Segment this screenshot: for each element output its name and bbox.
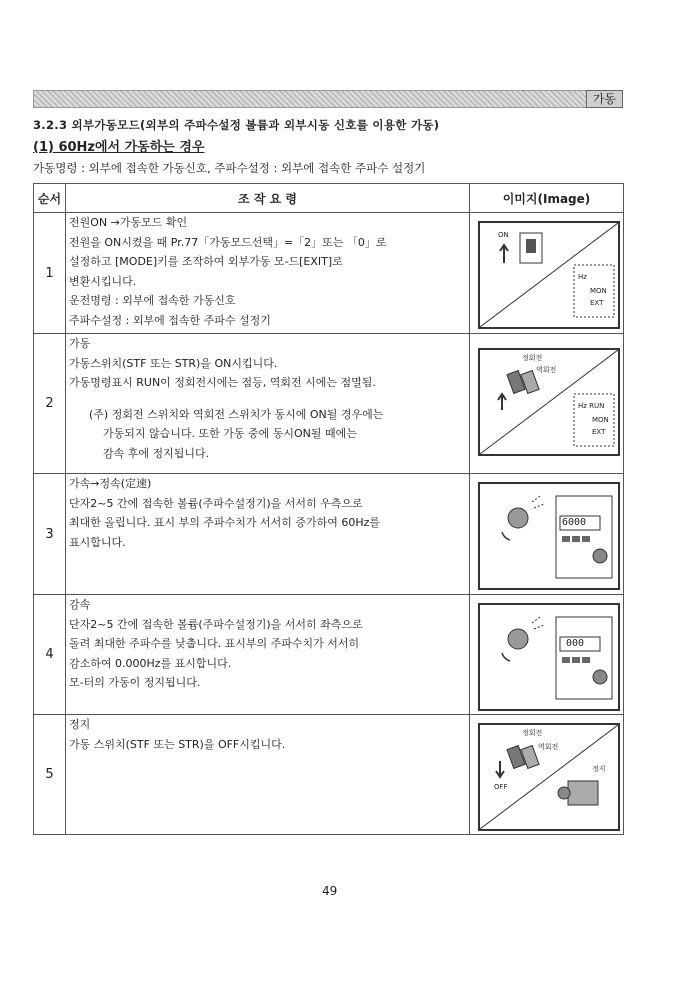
display-readout: 000 [566, 638, 585, 649]
step-line: 단자2~5 간에 접속한 볼륨(주파수설정기)을 서서히 우측으로 [69, 496, 363, 510]
step-line: 변환시킵니다. [69, 274, 137, 288]
step-number: 3 [34, 474, 66, 595]
chapter-tab: 가동 [586, 90, 623, 108]
table-header-row [34, 184, 624, 213]
step-note: 감속 후에 정지됩니다. [103, 446, 210, 460]
decelerate-drawing [480, 605, 618, 709]
reverse-label: 역회전 [538, 743, 559, 751]
step-line: 가동명령표시 RUN이 정회전시에는 점등, 역회전 시에는 점멸됨. [69, 376, 376, 389]
header-image: 이미지(Image) [470, 184, 624, 213]
stop-illustration [478, 723, 620, 831]
step-note: (주) 정회전 스위치와 역회전 스위치가 동시에 ON될 경우에는 [89, 407, 384, 421]
step-image-cell [470, 474, 624, 595]
page-number: 49 [322, 884, 338, 898]
sub-title: (1) 60Hz에서 가동하는 경우 [33, 140, 205, 155]
mon-label: MON [592, 416, 609, 424]
step-image-cell [470, 715, 624, 835]
step-description [66, 474, 470, 595]
table-row [34, 213, 624, 334]
decelerate-illustration [478, 603, 620, 711]
section-title: 3.2.3 외부가동모드(외부의 주파수설정 볼륨과 외부시동 신호를 이용한 가동) [33, 118, 440, 132]
step-description [66, 595, 470, 715]
step-number: 1 [34, 213, 66, 334]
stop-drawing [480, 725, 618, 829]
intro-text: 가동명령 : 외부에 접속한 가동신호, 주파수설정 : 외부에 접속한 주파수 설정기 [33, 161, 426, 175]
stop-label: 정지 [592, 765, 606, 773]
ext-label: EXT [592, 428, 606, 436]
accelerate-illustration [478, 482, 620, 590]
step-line: 최대한 올립니다. 표시 부의 주파수치가 서서히 증가하여 60Hz를 [69, 516, 381, 529]
step-number: 2 [34, 334, 66, 474]
step-line: 정지 [69, 718, 91, 731]
accelerate-drawing [480, 484, 618, 588]
table-row [34, 715, 624, 835]
ext-label: EXT [590, 299, 604, 307]
forward-label: 정회전 [522, 729, 543, 737]
step-image-cell [470, 334, 624, 474]
mon-label: MON [590, 287, 607, 295]
step-line: 주파수설정 : 외부에 접속한 주파수 설정기 [69, 313, 271, 327]
step-line: 감속 [69, 598, 91, 611]
step-line: 운전명령 : 외부에 접속한 가동신호 [69, 294, 236, 307]
step-line: 감소하여 0.000Hz를 표시합니다. [69, 656, 232, 670]
step-line: 표시합니다. [69, 535, 126, 549]
start-switch-illustration [478, 348, 620, 456]
step-line: 전원을 ON시켰을 때 Pr.77「가동모드선택」=「2」또는 「0」로 [69, 235, 387, 249]
power-on-illustration [478, 221, 620, 329]
forward-label: 정회전 [522, 354, 543, 362]
table-row [34, 474, 624, 595]
step-description [66, 213, 470, 334]
procedure-table [33, 183, 624, 835]
hz-run-label: Hz RUN [578, 402, 605, 410]
table-row [34, 334, 624, 474]
step-line: 가속→정속(定速) [69, 477, 152, 490]
header-procedure: 조 작 요 령 [66, 184, 470, 213]
display-readout: 6000 [562, 517, 587, 528]
on-label: ON [498, 231, 509, 239]
step-note: 가동되지 않습니다. 또한 가동 중에 동시ON될 때에는 [103, 427, 357, 440]
off-label: OFF [494, 783, 508, 791]
step-line: 단자2~5 간에 접속한 볼륨(주파수설정기)을 서서히 좌측으로 [69, 617, 363, 631]
step-image-cell [470, 213, 624, 334]
reverse-label: 역회전 [536, 366, 557, 374]
step-line: 가동스위치(STF 또는 STR)을 ON시킵니다. [69, 356, 278, 370]
step-line: 모-터의 가동이 정지됩니다. [69, 676, 201, 689]
table-row [34, 595, 624, 715]
step-line: 전원ON →가동모드 확인 [69, 216, 188, 229]
step-number: 5 [34, 715, 66, 835]
step-line: 가동 [69, 337, 91, 350]
header-step: 순서 [34, 184, 66, 213]
step-line: 돌려 최대한 주파수를 낮춥니다. 표시부의 주파수치가 서서히 [69, 637, 360, 650]
chapter-header-bar [33, 90, 623, 108]
step-description [66, 715, 470, 835]
step-line: 설정하고 [MODE]키를 조작하여 외부가동 모-드[EXIT]로 [69, 255, 343, 268]
step-image-cell [470, 595, 624, 715]
step-line: 가동 스위치(STF 또는 STR)을 OFF시킵니다. [69, 737, 286, 751]
step-number: 4 [34, 595, 66, 715]
hz-label: Hz [578, 273, 587, 281]
step-description [66, 334, 470, 474]
